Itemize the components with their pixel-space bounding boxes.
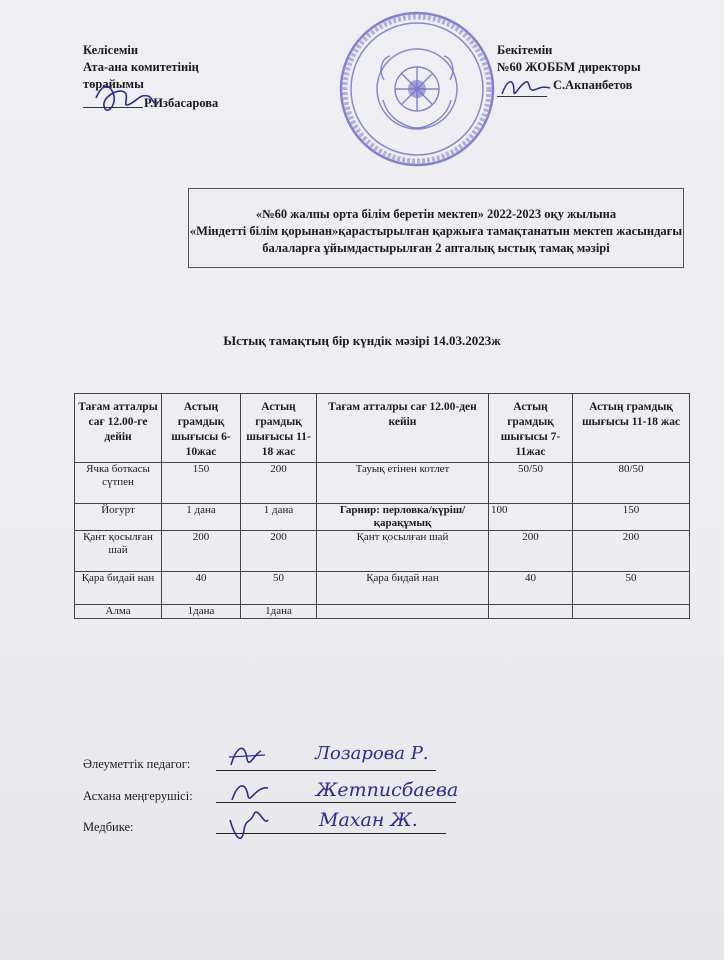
table-row xyxy=(75,531,690,572)
social-pedagogue-signature xyxy=(225,735,445,775)
table-cell: 1 дана xyxy=(241,504,317,531)
nurse-label: Медбике: xyxy=(83,820,134,834)
title-line-1: «№60 жалпы орта білім беретін мектеп» 2022-2023 оқу жылына xyxy=(255,207,617,221)
menu-title-box xyxy=(188,188,684,268)
table-row xyxy=(75,463,690,504)
header-dish-before-noon: Тағам атталры сағ 12.00-ге дейін xyxy=(75,394,162,463)
agree-label: Келісемін xyxy=(83,43,139,57)
table-cell: 200 xyxy=(489,531,573,572)
table-cell: 40 xyxy=(162,572,241,605)
canteen-manager-signature-text: Жетписбаева xyxy=(316,779,459,801)
table-row xyxy=(75,572,690,605)
table-cell: Қант қосылған шай xyxy=(317,531,489,572)
table-cell: Қара бидай нан xyxy=(317,572,489,605)
header-grams-6-10: Астың грамдық шығысы 6-10жас xyxy=(162,394,241,463)
table-cell xyxy=(573,605,690,619)
table-cell: 50 xyxy=(241,572,317,605)
canteen-manager-label: Асхана меңгерушісі: xyxy=(83,789,193,803)
left-signer-name: Р.Избасарова xyxy=(144,96,219,110)
title-line-2: «Міндетті білім қорынан»қарастырылған қаржыға тамақтанатын мектеп жасындағы xyxy=(189,224,683,238)
table-cell xyxy=(489,605,573,619)
table-cell: 1дана xyxy=(162,605,241,619)
table-cell: Алма xyxy=(75,605,162,619)
header-grams-11-18: Астың грамдық шығысы 11-18 жас xyxy=(241,394,317,463)
table-cell: 200 xyxy=(573,531,690,572)
daily-menu-subtitle: Ыстық тамақтың бір күндік мәзірі 14.03.2023ж xyxy=(223,333,501,348)
approve-label: Бекітемін xyxy=(497,43,553,57)
left-signature-scrawl xyxy=(92,76,162,122)
social-pedagogue-signature-text: Лозарова Р. xyxy=(315,743,429,764)
nurse-signature xyxy=(224,800,454,850)
table-cell: Йогурт xyxy=(75,504,162,531)
table-cell: 200 xyxy=(241,463,317,504)
table-cell: 80/50 xyxy=(573,463,690,504)
right-signature-scrawl xyxy=(500,74,554,102)
header-grams-7-11: Астың грамдық шығысы 7-11жас xyxy=(489,394,573,463)
approval-right-block xyxy=(497,42,641,76)
table-cell: Тауық етінен котлет xyxy=(317,463,489,504)
table-cell: 50 xyxy=(573,572,690,605)
header-grams-11-18-after: Астың грамдық шығысы 11-18 жас xyxy=(573,394,690,463)
table-cell: 1дана xyxy=(241,605,317,619)
table-row xyxy=(75,504,690,531)
table-cell: Қант қосылған шай xyxy=(75,531,162,572)
table-cell: 50/50 xyxy=(489,463,573,504)
header-dish-after-noon: Тағам атталры сағ 12.00-ден кейін xyxy=(317,394,489,463)
committee-label: Ата-ана комитетінің xyxy=(83,60,199,74)
table-cell: Ячка боткасы сүтпен xyxy=(75,463,162,504)
table-cell: Гарнир: перловка/күріш/қарақұмық xyxy=(317,504,489,531)
table-cell: 1 дана xyxy=(162,504,241,531)
title-line-3: балаларға ұйымдастырылған 2 апталық ыстық тамақ мәзірі xyxy=(262,241,610,255)
official-seal-stamp xyxy=(338,10,496,168)
menu-table xyxy=(74,393,690,619)
table-cell: 200 xyxy=(241,531,317,572)
table-cell: 200 xyxy=(162,531,241,572)
chair-label: төрайымы xyxy=(83,77,144,91)
right-signer-name: С.Акпанбетов xyxy=(553,78,633,92)
table-cell: Қара бидай нан xyxy=(75,572,162,605)
social-pedagogue-label: Әлеуметтік педагог: xyxy=(83,757,191,771)
table-cell: 150 xyxy=(573,504,690,531)
table-cell: 100 xyxy=(489,504,573,531)
table-header-row xyxy=(75,394,690,463)
table-cell: 150 xyxy=(162,463,241,504)
nurse-signature-text: Махан Ж. xyxy=(319,809,418,831)
director-label: №60 ЖОББМ директоры xyxy=(497,60,641,74)
table-cell xyxy=(317,605,489,619)
table-row xyxy=(75,605,690,619)
table-cell: 40 xyxy=(489,572,573,605)
